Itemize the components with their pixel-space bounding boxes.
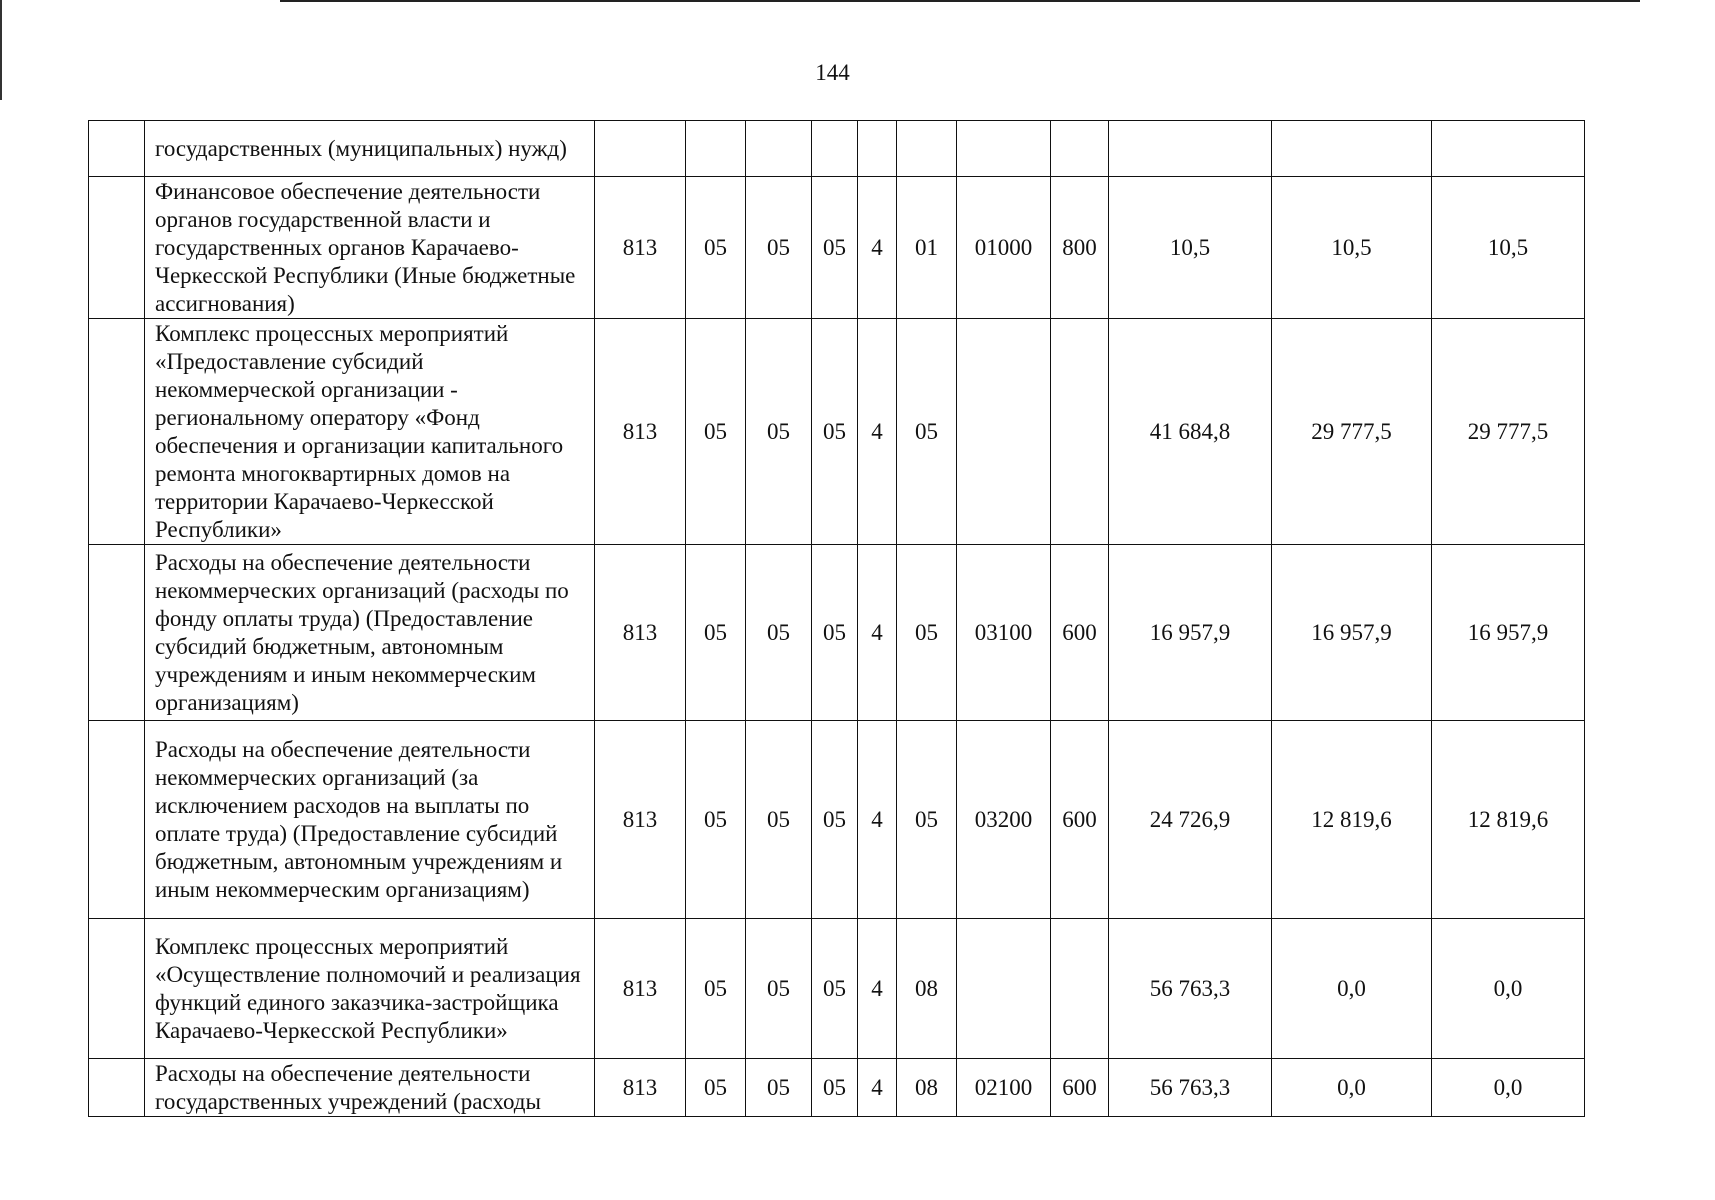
code-cell: 01 [897, 177, 957, 319]
row-index-cell [89, 919, 145, 1059]
code-cell: 05 [812, 721, 858, 919]
description-cell: государственных (муниципальных) нужд) [145, 121, 595, 177]
code-cell: 05 [812, 319, 858, 545]
budget-table [88, 120, 1585, 1117]
code-cell [1051, 121, 1109, 177]
code-cell: 813 [595, 319, 686, 545]
description-cell: Комплекс процессных мероприятий «Осуществление полномочий и реализация функций единого заказчика-застройщика Карачаево-Черкесской Республики» [145, 919, 595, 1059]
table-row [89, 177, 1585, 319]
code-cell: 05 [686, 919, 746, 1059]
amount-cell: 29 777,5 [1272, 319, 1432, 545]
code-cell [1051, 319, 1109, 545]
amount-cell: 16 957,9 [1432, 545, 1585, 721]
row-index-cell [89, 1059, 145, 1117]
code-cell: 813 [595, 545, 686, 721]
code-cell: 05 [746, 721, 812, 919]
row-index-cell [89, 319, 145, 545]
code-cell [746, 121, 812, 177]
table-row [89, 1059, 1585, 1117]
code-cell: 800 [1051, 177, 1109, 319]
code-cell: 05 [686, 1059, 746, 1117]
code-cell: 600 [1051, 545, 1109, 721]
amount-cell [1109, 121, 1272, 177]
code-cell: 03100 [957, 545, 1051, 721]
code-cell: 05 [746, 177, 812, 319]
description-cell: Расходы на обеспечение деятельности государственных учреждений (расходы [145, 1059, 595, 1117]
code-cell: 4 [858, 721, 897, 919]
amount-cell: 10,5 [1272, 177, 1432, 319]
amount-cell: 12 819,6 [1432, 721, 1585, 919]
amount-cell: 10,5 [1109, 177, 1272, 319]
row-index-cell [89, 545, 145, 721]
description-cell: Финансовое обеспечение деятельности органов государственной власти и государственных органов Карачаево-Черкесской Республики (Иные бюджетные ассигнования) [145, 177, 595, 319]
row-index-cell [89, 121, 145, 177]
code-cell: 4 [858, 545, 897, 721]
code-cell: 813 [595, 177, 686, 319]
code-cell [957, 121, 1051, 177]
code-cell: 600 [1051, 1059, 1109, 1117]
description-cell: Комплекс процессных мероприятий «Предоставление субсидий некоммерческой организации - региональному оператору «Фонд обеспечения и организации капитального ремонта многоквартирных домов на территории Карачаево-Черкесской Республики» [145, 319, 595, 545]
code-cell: 05 [686, 721, 746, 919]
amount-cell: 24 726,9 [1109, 721, 1272, 919]
code-cell: 813 [595, 1059, 686, 1117]
description-cell: Расходы на обеспечение деятельности некоммерческих организаций (за исключением расходов на выплаты по оплате труда) (Предоставление субсидий бюджетным, автономным учреждениям и иным некоммерческим организациям) [145, 721, 595, 919]
code-cell [812, 121, 858, 177]
code-cell: 4 [858, 177, 897, 319]
amount-cell: 56 763,3 [1109, 1059, 1272, 1117]
amount-cell: 16 957,9 [1272, 545, 1432, 721]
scan-top-border [280, 0, 1640, 2]
code-cell: 05 [812, 1059, 858, 1117]
table-row [89, 721, 1585, 919]
table-body [89, 121, 1585, 1117]
row-index-cell [89, 177, 145, 319]
amount-cell: 56 763,3 [1109, 919, 1272, 1059]
code-cell: 05 [746, 545, 812, 721]
amount-cell: 0,0 [1272, 1059, 1432, 1117]
amount-cell [1272, 121, 1432, 177]
code-cell: 02100 [957, 1059, 1051, 1117]
code-cell: 03200 [957, 721, 1051, 919]
code-cell: 05 [746, 1059, 812, 1117]
amount-cell: 0,0 [1272, 919, 1432, 1059]
code-cell [686, 121, 746, 177]
code-cell [897, 121, 957, 177]
code-cell: 4 [858, 919, 897, 1059]
code-cell [595, 121, 686, 177]
code-cell: 05 [812, 919, 858, 1059]
table-row [89, 545, 1585, 721]
table-row [89, 319, 1585, 545]
amount-cell: 41 684,8 [1109, 319, 1272, 545]
code-cell [1051, 919, 1109, 1059]
amount-cell: 0,0 [1432, 919, 1585, 1059]
code-cell [957, 919, 1051, 1059]
amount-cell [1432, 121, 1585, 177]
code-cell [957, 319, 1051, 545]
code-cell: 05 [686, 177, 746, 319]
code-cell: 01000 [957, 177, 1051, 319]
code-cell: 813 [595, 919, 686, 1059]
amount-cell: 29 777,5 [1432, 319, 1585, 545]
table-row [89, 919, 1585, 1059]
code-cell: 4 [858, 1059, 897, 1117]
amount-cell: 0,0 [1432, 1059, 1585, 1117]
code-cell: 05 [746, 319, 812, 545]
code-cell: 05 [897, 319, 957, 545]
code-cell: 05 [897, 721, 957, 919]
code-cell: 05 [812, 545, 858, 721]
code-cell: 4 [858, 319, 897, 545]
code-cell: 08 [897, 919, 957, 1059]
code-cell: 05 [812, 177, 858, 319]
code-cell [858, 121, 897, 177]
amount-cell: 16 957,9 [1109, 545, 1272, 721]
code-cell: 05 [897, 545, 957, 721]
description-cell: Расходы на обеспечение деятельности некоммерческих организаций (расходы по фонду оплаты труда) (Предоставление субсидий бюджетным, автономным учреждениям и иным некоммерческим организациям) [145, 545, 595, 721]
row-index-cell [89, 721, 145, 919]
code-cell: 05 [746, 919, 812, 1059]
code-cell: 05 [686, 545, 746, 721]
code-cell: 05 [686, 319, 746, 545]
code-cell: 813 [595, 721, 686, 919]
table-row [89, 121, 1585, 177]
code-cell: 600 [1051, 721, 1109, 919]
amount-cell: 10,5 [1432, 177, 1585, 319]
code-cell: 08 [897, 1059, 957, 1117]
amount-cell: 12 819,6 [1272, 721, 1432, 919]
page-number: 144 [815, 60, 850, 85]
